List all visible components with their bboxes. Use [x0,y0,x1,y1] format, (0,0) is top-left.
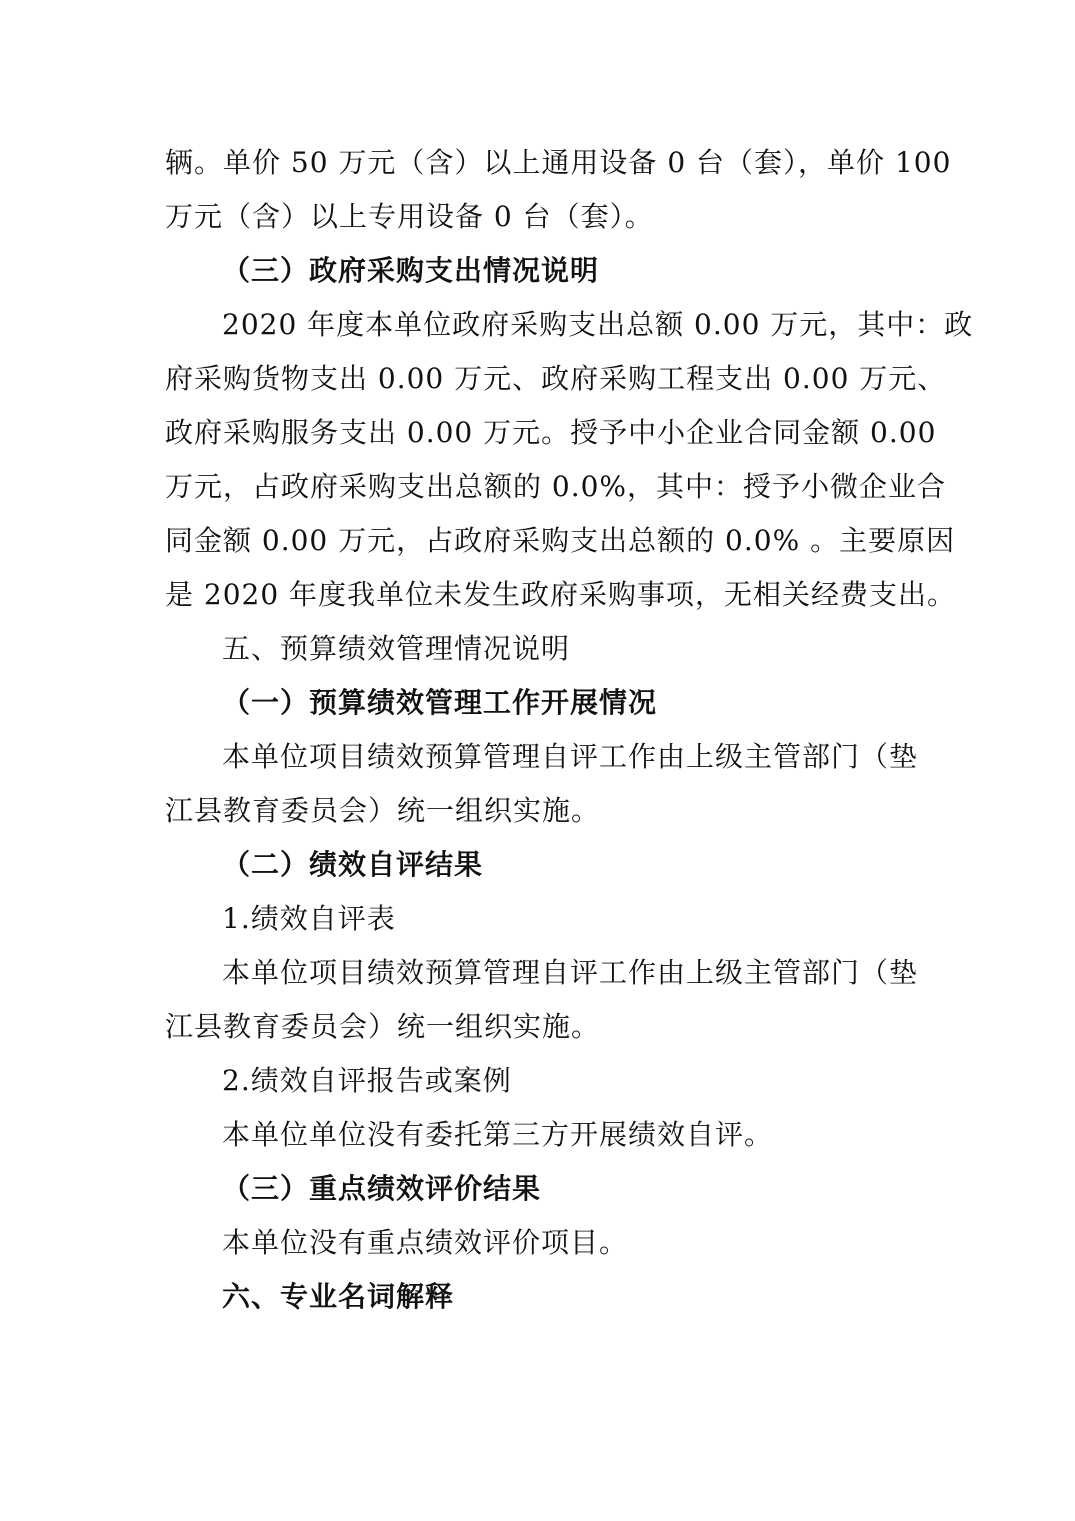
paragraph-line-procurement-total: 2020 年度本单位政府采购支出总额 0.00 万元，其中：政 [222,308,974,341]
paragraph-line-self-evaluation-repeat: 本单位项目绩效预算管理自评工作由上级主管部门（垫 [222,956,919,989]
paragraph-line-no-key-projects: 本单位没有重点绩效评价项目。 [222,1226,629,1259]
paragraph-line-no-third-party: 本单位单位没有委托第三方开展绩效自评。 [222,1118,774,1151]
subheading-key-performance-results: （三）重点绩效评价结果 [222,1172,542,1205]
section-heading-terminology: 六、专业名词解释 [222,1280,455,1313]
paragraph-line-special-equipment: 万元（含）以上专用设备 0 台（套）。 [165,200,654,233]
list-item-self-evaluation-report: 2.绩效自评报告或案例 [222,1064,512,1097]
paragraph-line-procurement-services: 政府采购服务支出 0.00 万元。授予中小企业合同金额 0.00 [165,416,937,449]
subheading-performance-work: （一）预算绩效管理工作开展情况 [222,686,658,719]
section-heading-performance-management: 五、预算绩效管理情况说明 [222,632,571,665]
paragraph-line-procurement-share: 万元，占政府采购支出总额的 0.0%，其中：授予小微企业合 [165,470,947,503]
paragraph-line-vehicles-equipment: 辆。单价 50 万元（含）以上通用设备 0 台（套），单价 100 [165,146,952,179]
paragraph-line-self-evaluation-end: 江县教育委员会）统一组织实施。 [165,794,601,827]
paragraph-line-self-evaluation: 本单位项目绩效预算管理自评工作由上级主管部门（垫 [222,740,919,773]
paragraph-line-procurement-reason: 同金额 0.00 万元，占政府采购支出总额的 0.0% 。主要原因 [165,524,956,557]
subheading-government-procurement: （三）政府采购支出情况说明 [222,254,600,287]
paragraph-line-procurement-goods: 府采购货物支出 0.00 万元、政府采购工程支出 0.00 万元、 [165,362,947,395]
subheading-self-evaluation-results: （二）绩效自评结果 [222,848,484,881]
list-item-self-evaluation-table: 1.绩效自评表 [222,902,396,935]
paragraph-line-procurement-conclusion: 是 2020 年度我单位未发生政府采购事项，无相关经费支出。 [165,578,957,611]
paragraph-line-self-evaluation-repeat-end: 江县教育委员会）统一组织实施。 [165,1010,601,1043]
